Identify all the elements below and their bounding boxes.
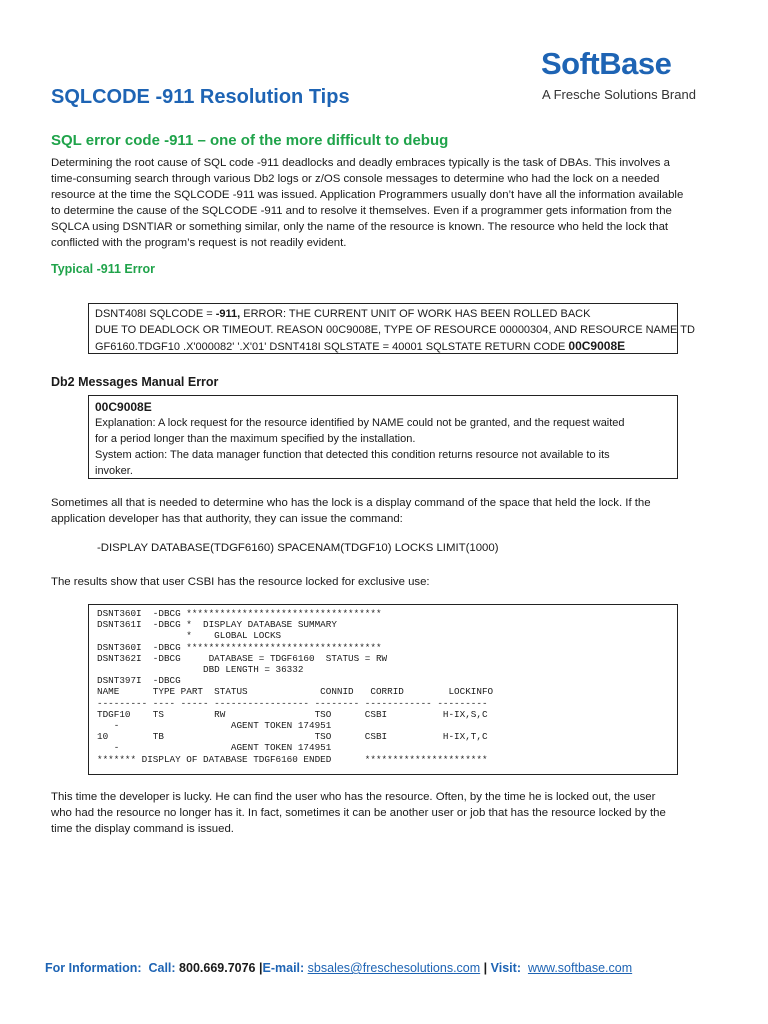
output-line: DSNT397I -DBCG	[97, 675, 181, 687]
manual-error-box	[88, 395, 678, 479]
intro-line: SQLCA using DSNTIAR or something similar, only the name of the resource is known. The resource who held the lock that	[51, 221, 669, 233]
output-line: 10 TB TSO CSBI H-IX,T,C	[97, 731, 488, 743]
output-line: ******* DISPLAY OF DATABASE TDGF6160 ENDED **********************	[97, 753, 488, 765]
results-paragraph: The results show that user CSBI has the resource locked for exclusive use:	[51, 576, 430, 588]
output-line: DSNT361I -DBCG * DISPLAY DATABASE SUMMARY	[97, 619, 337, 631]
output-line: TDGF10 TS RW TSO CSBI H-IX,S,C	[97, 708, 488, 720]
output-line: - AGENT TOKEN 174951	[97, 742, 332, 754]
error-code-bold: -911,	[215, 308, 241, 320]
section-subtitle: SQL error code -911 – one of the more difficult to debug	[51, 132, 449, 149]
footer-contact	[45, 961, 632, 975]
intro-line: time-consuming search through various Db2 logs or z/OS console messages to determine who had the lock on a needed	[51, 173, 660, 185]
manual-system-action: invoker.	[95, 465, 133, 477]
error-text: DSNT408I SQLCODE =	[95, 308, 216, 320]
footer-email-label: E-mail:	[262, 961, 305, 975]
footer-website-link[interactable]: www.softbase.com	[527, 961, 633, 975]
error-line	[95, 338, 671, 355]
output-line: DSNT362I -DBCG DATABASE = TDGF6160 STATUS = RW	[97, 652, 388, 664]
manual-explanation: for a period longer than the maximum specified by the installation.	[95, 433, 416, 445]
intro-paragraph	[51, 155, 691, 251]
intro-line: resource at the time the SQLCODE -911 was issued. Application Programmers usually don’t have all the information available	[51, 189, 684, 201]
output-line: DBD LENGTH = 36332	[97, 664, 304, 676]
error-text: ERROR: THE CURRENT UNIT OF WORK HAS BEEN ROLLED BACK	[240, 308, 591, 320]
para-line: time the display command is issued.	[51, 823, 234, 835]
display-command-paragraph	[51, 495, 691, 527]
manual-error-code: 00C9008E	[95, 400, 152, 414]
output-line: * GLOBAL LOCKS	[97, 630, 282, 642]
typical-error-box	[88, 303, 695, 354]
footer-separator: |	[483, 961, 488, 975]
footer-call-label: Call:	[148, 961, 176, 975]
logo-tagline: A Fresche Solutions Brand	[542, 87, 696, 102]
manual-system-action: System action: The data manager function that detected this condition returns resource not available to its	[95, 449, 610, 461]
footer-visit-label: Visit:	[490, 961, 521, 975]
para-line: application developer has that authority, they can issue the command:	[51, 513, 403, 525]
page-title: SQLCODE -911 Resolution Tips	[51, 86, 350, 108]
display-command: -DISPLAY DATABASE(TDGF6160) SPACENAM(TDGF10) LOCKS LIMIT(1000)	[97, 542, 499, 554]
footer-phone: 800.669.7076	[179, 961, 256, 975]
manual-explanation: Explanation: A lock request for the resource identified by NAME could not be granted, and the request waited	[95, 417, 625, 429]
softbase-logo: SoftBase	[541, 46, 672, 81]
intro-line: to determine the cause of the SQLCODE -911 and to resolve it themselves. Even if a programmer gets information from the	[51, 205, 672, 217]
error-line	[95, 306, 671, 322]
para-line: who had the resource no longer has it. In fact, sometimes it can be another user or job that has the resource locked by the	[51, 807, 666, 819]
footer-email-link[interactable]: sbsales@freschesolutions.com	[307, 961, 481, 975]
display-output-box	[88, 604, 678, 775]
output-line: DSNT360I -DBCG ***********************************	[97, 641, 382, 653]
para-line: This time the developer is lucky. He can find the user who has the resource. Often, by the time he is locked out, the user	[51, 791, 656, 803]
footer-separator: |	[259, 961, 263, 975]
error-line: DUE TO DEADLOCK OR TIMEOUT. REASON 00C9008E, TYPE OF RESOURCE 00000304, AND RESOURCE NAME TD	[95, 324, 695, 336]
intro-line: Determining the root cause of SQL code -911 deadlocks and deadly embraces typically is the task of DBAs. This involves a	[51, 157, 670, 169]
output-line: --------- ---- ----- ----------------- -------- ------------ ---------	[97, 697, 488, 709]
intro-line: conflicted with the program’s request is not readily evident.	[51, 237, 347, 249]
manual-error-heading: Db2 Messages Manual Error	[51, 375, 219, 389]
footer-label: For Information:	[45, 961, 142, 975]
output-line: - AGENT TOKEN 174951	[97, 720, 332, 732]
conclusion-paragraph	[51, 789, 691, 837]
return-code-bold: 00C9008E	[568, 339, 626, 353]
error-text: GF6160.TDGF10 .X'000082' '.X'01' DSNT418I SQLSTATE = 40001 SQLSTATE RETURN CODE	[95, 341, 569, 353]
para-line: Sometimes all that is needed to determine who has the lock is a display command of the space that held the lock. If the	[51, 497, 651, 509]
typical-error-heading: Typical -911 Error	[51, 262, 155, 276]
output-line: DSNT360I -DBCG ***********************************	[97, 608, 382, 619]
output-line: NAME TYPE PART STATUS CONNID CORRID LOCKINFO	[97, 686, 494, 698]
